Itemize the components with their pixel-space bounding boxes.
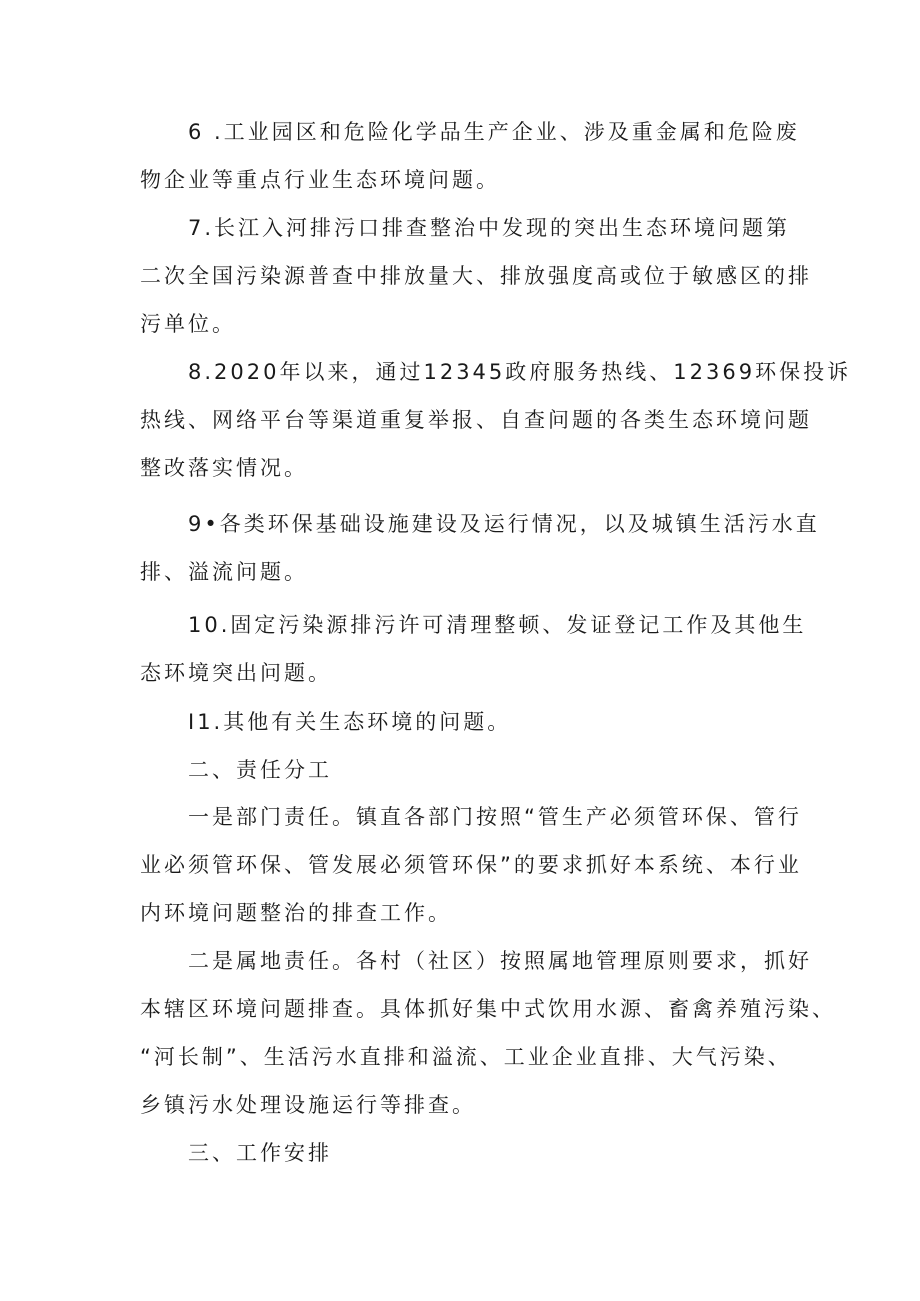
paragraph-9-line-1: 9•各类环保基础设施建设及运行情况，以及城镇生活污水直 [188,512,820,536]
section-heading-work-arrangement: 三、工作安排 [188,1141,332,1165]
department-responsibility-line-3: 内环境问题整治的排查工作。 [140,901,452,925]
paragraph-7-line-1: 7.长江入河排污口排查整治中发现的突出生态环境问题第 [188,216,791,240]
paragraph-7-line-3: 污单位。 [140,312,236,336]
paragraph-7-line-2: 二次全国污染源普查中排放量大、排放强度高或位于敏感区的排 [140,264,812,288]
paragraph-10-line-1: 10.固定污染源排污许可清理整顿、发证登记工作及其他生 [188,613,807,637]
paragraph-8-line-1: 8.2020年以来，通过12345政府服务热线、12369环保投诉 [188,360,852,384]
territorial-responsibility-line-4: 乡镇污水处理设施运行等排查。 [140,1093,476,1117]
paragraph-10-line-2: 态环境突出问题。 [140,661,332,685]
territorial-responsibility-line-3: “河长制”、生活污水直排和溢流、工业企业直排、大气污染、 [140,1045,792,1069]
paragraph-6-line-2: 物企业等重点行业生态环境问题。 [140,168,500,192]
paragraph-11-line-1: I1.其他有关生态环境的问题。 [188,710,512,734]
paragraph-9-line-2: 排、溢流问题。 [140,560,308,584]
paragraph-6-line-1: 6 .工业园区和危险化学品生产企业、涉及重金属和危险废 [188,120,800,144]
department-responsibility-line-1: 一是部门责任。镇直各部门按照“管生产必须管环保、管行 [188,805,802,829]
territorial-responsibility-line-2: 本辖区环境问题排查。具体抓好集中式饮用水源、畜禽养殖污染、 [140,997,836,1021]
department-responsibility-line-2: 业必须管环保、管发展必须管环保”的要求抓好本系统、本行业 [140,853,802,877]
paragraph-8-line-3: 整改落实情况。 [140,456,308,480]
territorial-responsibility-line-1: 二是属地责任。各村（社区）按照属地管理原则要求，抓好 [188,949,812,973]
paragraph-8-line-2: 热线、网络平台等渠道重复举报、自查问题的各类生态环境问题 [140,408,812,432]
section-heading-responsibility: 二、责任分工 [188,758,332,782]
